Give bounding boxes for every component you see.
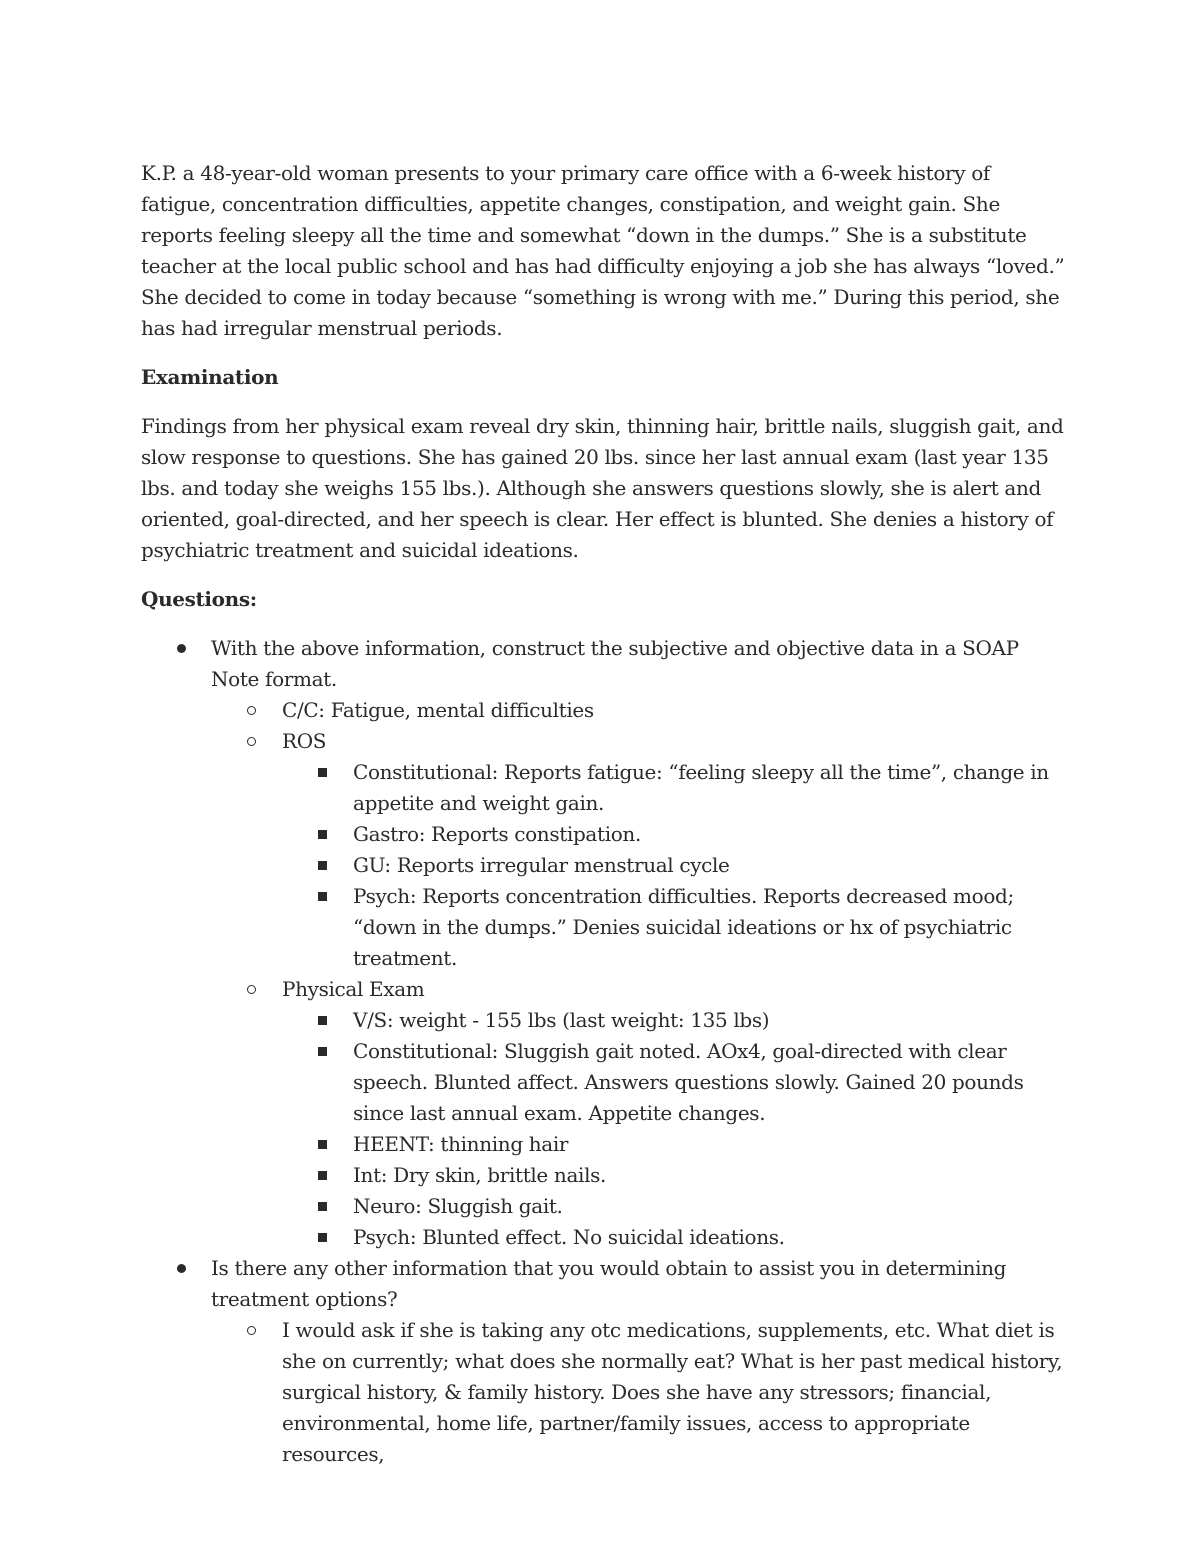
bullet-square-icon: [318, 1222, 327, 1253]
ros-item-text: Psych: Reports concentration difficulties. Reports decreased mood; “down in the dumps.” Denies suicidal ideations or hx of psychiatric treatment.: [353, 884, 1014, 970]
examination-heading: Examination: [141, 365, 279, 389]
bullet-square-icon: [318, 1005, 327, 1036]
questions-list: [141, 633, 1066, 1470]
question-item-1: [141, 633, 1066, 1253]
pe-item: [282, 1036, 1066, 1129]
bullet-square-icon: [318, 1036, 327, 1067]
ros-item: [282, 881, 1066, 974]
soap-item-physical-exam: [211, 974, 1066, 1253]
bullet-circle-icon: [247, 974, 256, 1005]
soap-item-cc: [211, 695, 1066, 726]
pe-item-text: Psych: Blunted effect. No suicidal ideations.: [353, 1225, 785, 1249]
bullet-square-icon: [318, 1191, 327, 1222]
ros-item: [282, 819, 1066, 850]
bullet-circle-icon: [247, 726, 256, 757]
bullet-circle-icon: [247, 695, 256, 726]
ros-item-text: Gastro: Reports constipation.: [353, 822, 641, 846]
pe-item: [282, 1160, 1066, 1191]
pe-item: [282, 1129, 1066, 1160]
ros-item-text: GU: Reports irregular menstrual cycle: [353, 853, 730, 877]
physical-exam-list: [282, 1005, 1066, 1253]
answer-sublist: [211, 1315, 1066, 1470]
ros-label: ROS: [282, 729, 327, 753]
bullet-circle-icon: [247, 1315, 256, 1346]
bullet-disc-icon: [177, 1253, 186, 1284]
physical-exam-label: Physical Exam: [282, 977, 425, 1001]
question-item-2: [141, 1253, 1066, 1470]
pe-item: [282, 1005, 1066, 1036]
bullet-disc-icon: [177, 633, 186, 664]
soap-sublist: [211, 695, 1066, 1253]
bullet-square-icon: [318, 881, 327, 912]
document-page: [141, 158, 1066, 1470]
bullet-square-icon: [318, 850, 327, 881]
answer-item: [211, 1315, 1066, 1470]
bullet-square-icon: [318, 1160, 327, 1191]
pe-item-text: HEENT: thinning hair: [353, 1132, 569, 1156]
bullet-square-icon: [318, 819, 327, 850]
ros-item: [282, 850, 1066, 881]
pe-item: [282, 1191, 1066, 1222]
bullet-square-icon: [318, 1129, 327, 1160]
bullet-square-icon: [318, 757, 327, 788]
pe-item: [282, 1222, 1066, 1253]
cc-text: C/C: Fatigue, mental difficulties: [282, 698, 594, 722]
ros-item: [282, 757, 1066, 819]
questions-heading: Questions:: [141, 587, 257, 611]
pe-item-text: Neuro: Sluggish gait.: [353, 1194, 563, 1218]
case-intro-paragraph: K.P. a 48-year-old woman presents to your primary care office with a 6-week history of fatigue, concentration difficulties, appetite changes, constipation, and weight gain. She reports feeling sleepy all the time and somewhat “down in the dumps.” She is a substitute teacher at the local public school and has had difficulty enjoying a job she has always “loved.” She decided to come in today because “something is wrong with me.” During this period, she has had irregular menstrual periods.: [141, 161, 1065, 340]
pe-item-text: V/S: weight - 155 lbs (last weight: 135 lbs): [353, 1008, 770, 1032]
ros-item-text: Constitutional: Reports fatigue: “feeling sleepy all the time”, change in appetite and weight gain.: [353, 760, 1049, 815]
question-1-text: With the above information, construct the subjective and objective data in a SOAP Note format.: [211, 636, 1019, 691]
pe-item-text: Constitutional: Sluggish gait noted. AOx4, goal-directed with clear speech. Blunted affect. Answers questions slowly. Gained 20 pounds since last annual exam. Appetite changes.: [353, 1039, 1024, 1125]
soap-item-ros: [211, 726, 1066, 974]
question-2-text: Is there any other information that you would obtain to assist you in determining treatment options?: [211, 1256, 1007, 1311]
ros-list: [282, 757, 1066, 974]
pe-item-text: Int: Dry skin, brittle nails.: [353, 1163, 607, 1187]
examination-paragraph: Findings from her physical exam reveal dry skin, thinning hair, brittle nails, sluggish gait, and slow response to questions. She has gained 20 lbs. since her last annual exam (last year 135 lbs. and today she weighs 155 lbs.). Although she answers questions slowly, she is alert and oriented, goal-directed, and her speech is clear. Her effect is blunted. She denies a history of psychiatric treatment and suicidal ideations.: [141, 414, 1064, 562]
answer-text: I would ask if she is taking any otc medications, supplements, etc. What diet is she on currently; what does she normally eat? What is her past medical history, surgical history, & family history. Does she have any stressors; financial, environmental, home life, partner/family issues, access to appropriate resources,: [282, 1318, 1063, 1466]
